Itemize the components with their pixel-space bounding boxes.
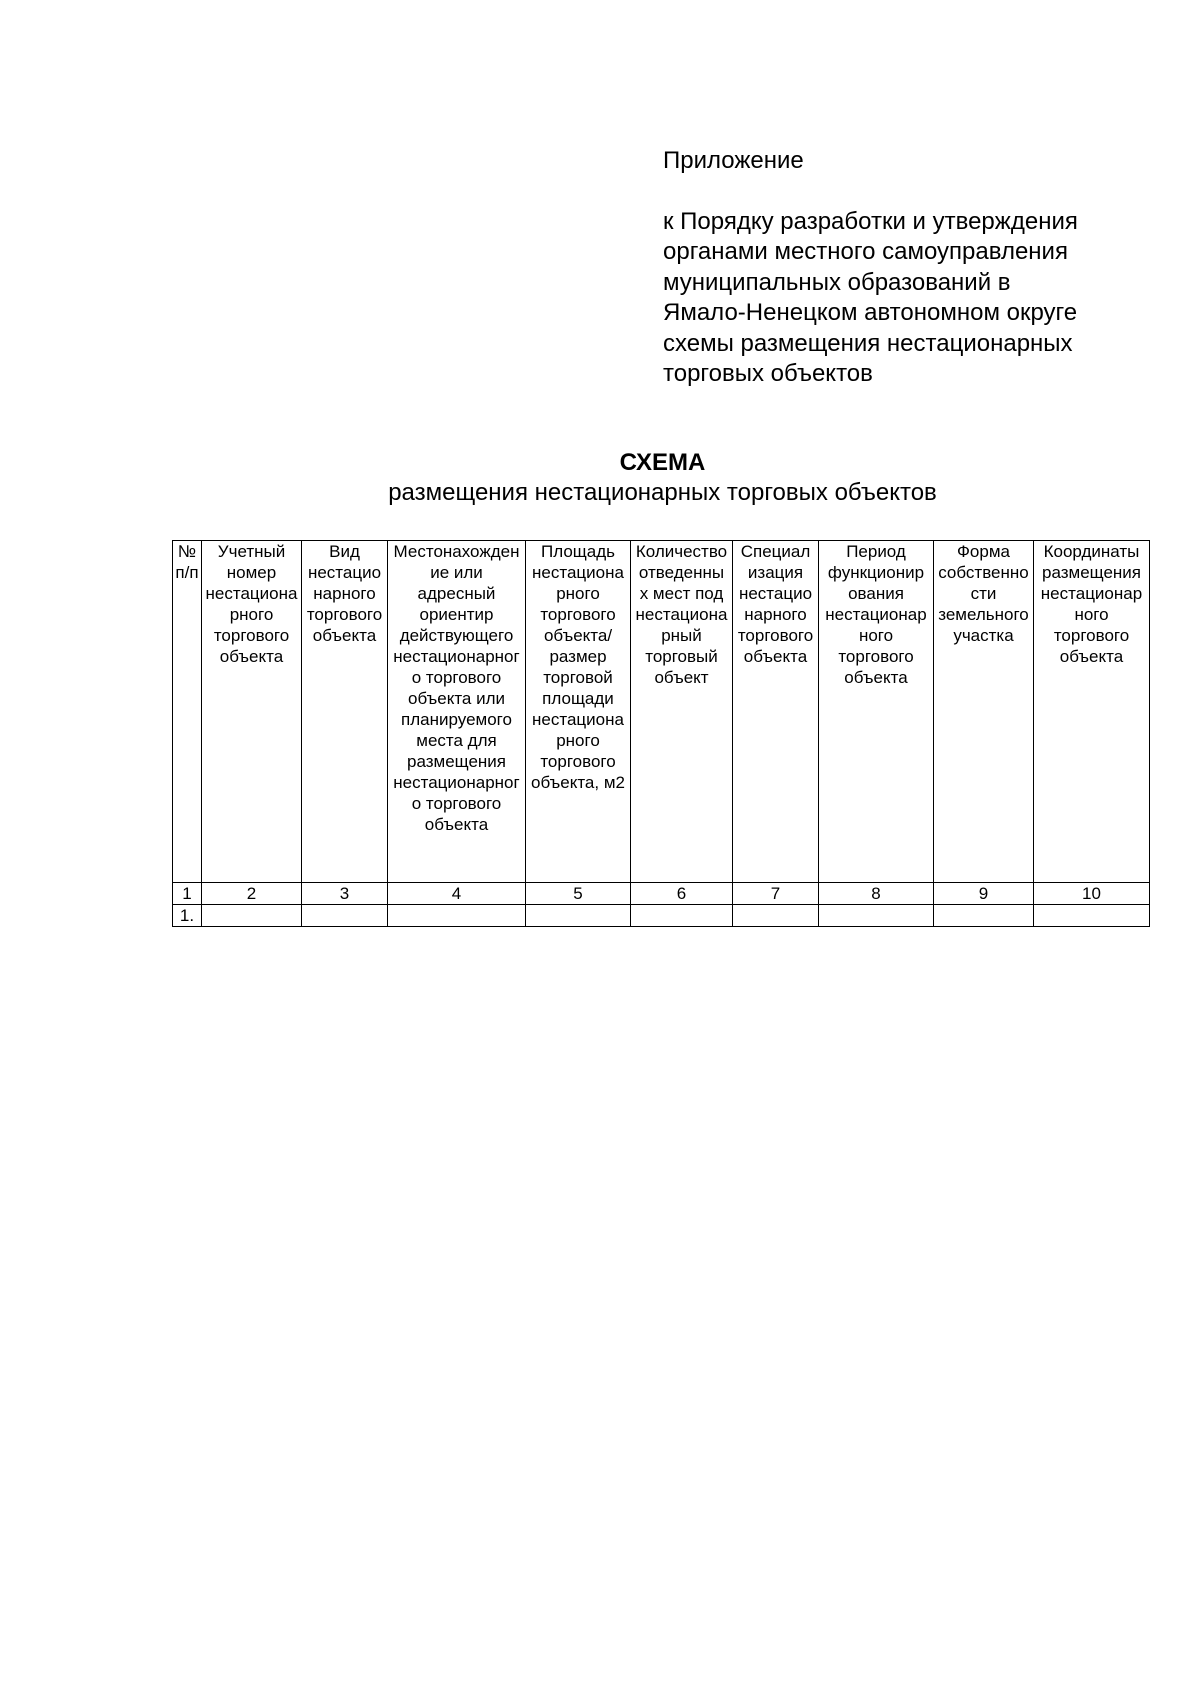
table-cell	[934, 905, 1034, 927]
table-header-row	[173, 541, 1150, 883]
table-cell	[1034, 905, 1150, 927]
appendix-line: к Порядку разработки и утверждения	[663, 207, 1078, 235]
table-cell	[302, 905, 388, 927]
document-subtitle: размещения нестационарных торговых объектов	[388, 479, 937, 506]
column-number-cell: 7	[733, 883, 819, 905]
column-number-row	[173, 883, 1150, 905]
column-number-cell: 2	[202, 883, 302, 905]
document-title: СХЕМА	[619, 449, 706, 476]
schema-table	[172, 540, 1150, 927]
appendix-line: схемы размещения нестационарных	[663, 329, 1073, 357]
column-number-cell: 5	[526, 883, 631, 905]
table-cell	[733, 905, 819, 927]
table-cell: 1.	[173, 905, 202, 927]
header-cell-location: Местонахожден ие или адресный ориентир действующего нестационарног о торгового объекта или планируемого места для размещения нестационарног о торгового объекта	[388, 541, 526, 883]
header-cell-object-type: Вид нестацио нарного торгового объекта	[302, 541, 388, 883]
appendix-line: муниципальных образований в	[663, 268, 1011, 296]
column-number-cell: 1	[173, 883, 202, 905]
header-cell-area: Площадь нестациона рного торгового объекта/ размер торговой площади нестациона рного торгового объекта, м2	[526, 541, 631, 883]
document-title-block	[0, 448, 1200, 508]
column-number-cell: 3	[302, 883, 388, 905]
appendix-title: Приложение	[663, 147, 804, 174]
table-cell	[631, 905, 733, 927]
header-cell-places-count: Количество отведенны х мест под нестациона рный торговый объект	[631, 541, 733, 883]
header-cell-registration-number: Учетный номер нестациона рного торгового объекта	[202, 541, 302, 883]
column-number-cell: 8	[819, 883, 934, 905]
appendix-line: Ямало-Ненецком автономном округе	[663, 299, 1078, 326]
table-cell	[388, 905, 526, 927]
appendix-line: органами местного самоуправления	[663, 238, 1068, 265]
header-cell-number: № п/п	[173, 541, 202, 883]
header-cell-operation-period: Период функционир ования нестационар ного торгового объекта	[819, 541, 934, 883]
table-cell	[526, 905, 631, 927]
header-cell-specialization: Специал изация нестацио нарного торгового объекта	[733, 541, 819, 883]
table-cell	[819, 905, 934, 927]
column-number-cell: 4	[388, 883, 526, 905]
table-cell	[202, 905, 302, 927]
column-number-cell: 6	[631, 883, 733, 905]
column-number-cell: 10	[1034, 883, 1150, 905]
column-number-cell: 9	[934, 883, 1034, 905]
table-row	[173, 905, 1150, 927]
appendix-block	[663, 146, 1183, 390]
header-cell-ownership: Форма собственно сти земельного участка	[934, 541, 1034, 883]
appendix-text	[663, 207, 1183, 390]
header-cell-coordinates: Координаты размещения нестационар ного торгового объекта	[1034, 541, 1150, 883]
appendix-line: торговых объектов	[663, 360, 873, 387]
